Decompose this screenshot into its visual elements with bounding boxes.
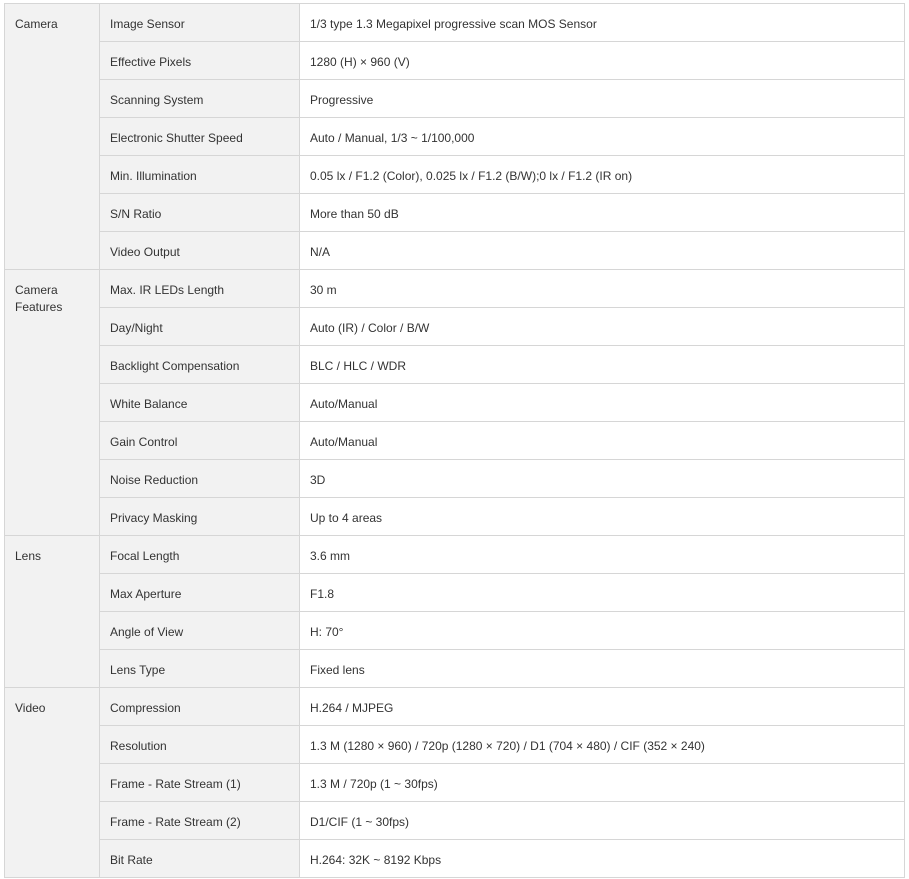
spec-label: Electronic Shutter Speed — [100, 118, 300, 156]
spec-value: H.264 / MJPEG — [300, 688, 905, 726]
table-row — [5, 688, 905, 726]
spec-value: 0.05 lx / F1.2 (Color), 0.025 lx / F1.2 (B/W);0 lx / F1.2 (IR on) — [300, 156, 905, 194]
spec-label: Video Output — [100, 232, 300, 270]
spec-label: S/N Ratio — [100, 194, 300, 232]
spec-label: Compression — [100, 688, 300, 726]
table-row — [5, 764, 905, 802]
table-row — [5, 346, 905, 384]
spec-value: H.264: 32K ~ 8192 Kbps — [300, 840, 905, 878]
spec-label: Effective Pixels — [100, 42, 300, 80]
spec-label: Frame - Rate Stream (2) — [100, 802, 300, 840]
spec-value: Progressive — [300, 80, 905, 118]
spec-label: Scanning System — [100, 80, 300, 118]
spec-table-body — [5, 4, 905, 878]
spec-value: Up to 4 areas — [300, 498, 905, 536]
table-row — [5, 42, 905, 80]
spec-value: Auto/Manual — [300, 422, 905, 460]
spec-label: Frame - Rate Stream (1) — [100, 764, 300, 802]
spec-label: Image Sensor — [100, 4, 300, 42]
category-label: Lens — [15, 549, 42, 563]
category-cell-camera-features — [5, 270, 100, 536]
table-row — [5, 802, 905, 840]
table-row — [5, 460, 905, 498]
spec-label: Day/Night — [100, 308, 300, 346]
spec-label: Gain Control — [100, 422, 300, 460]
table-row — [5, 118, 905, 156]
table-row — [5, 80, 905, 118]
spec-value: F1.8 — [300, 574, 905, 612]
spec-label: Lens Type — [100, 650, 300, 688]
category-cell-camera — [5, 4, 100, 270]
spec-value: BLC / HLC / WDR — [300, 346, 905, 384]
category-cell-video — [5, 688, 100, 878]
spec-label: Backlight Compensation — [100, 346, 300, 384]
table-row — [5, 726, 905, 764]
spec-label: Max. IR LEDs Length — [100, 270, 300, 308]
spec-label: Privacy Masking — [100, 498, 300, 536]
table-row — [5, 232, 905, 270]
spec-value: N/A — [300, 232, 905, 270]
table-row — [5, 422, 905, 460]
table-row — [5, 270, 905, 308]
table-row — [5, 840, 905, 878]
spec-value: Auto (IR) / Color / B/W — [300, 308, 905, 346]
table-row — [5, 4, 905, 42]
spec-value: Auto/Manual — [300, 384, 905, 422]
spec-value: 1.3 M / 720p (1 ~ 30fps) — [300, 764, 905, 802]
spec-label: Min. Illumination — [100, 156, 300, 194]
spec-value: 1/3 type 1.3 Megapixel progressive scan MOS Sensor — [300, 4, 905, 42]
spec-label: White Balance — [100, 384, 300, 422]
table-row — [5, 384, 905, 422]
spec-value: More than 50 dB — [300, 194, 905, 232]
spec-label: Max Aperture — [100, 574, 300, 612]
category-cell-lens — [5, 536, 100, 688]
spec-value: Auto / Manual, 1/3 ~ 1/100,000 — [300, 118, 905, 156]
spec-label: Angle of View — [100, 612, 300, 650]
spec-label: Bit Rate — [100, 840, 300, 878]
category-label: Video — [15, 701, 46, 715]
spec-label: Noise Reduction — [100, 460, 300, 498]
table-row — [5, 194, 905, 232]
spec-value: 30 m — [300, 270, 905, 308]
category-label: Camera — [15, 17, 58, 31]
spec-value: D1/CIF (1 ~ 30fps) — [300, 802, 905, 840]
table-row — [5, 156, 905, 194]
spec-value: H: 70° — [300, 612, 905, 650]
table-row — [5, 650, 905, 688]
spec-label: Focal Length — [100, 536, 300, 574]
spec-value: 1.3 M (1280 × 960) / 720p (1280 × 720) / D1 (704 × 480) / CIF (352 × 240) — [300, 726, 905, 764]
spec-value: 1280 (H) × 960 (V) — [300, 42, 905, 80]
table-row — [5, 308, 905, 346]
table-row — [5, 612, 905, 650]
spec-value: Fixed lens — [300, 650, 905, 688]
table-row — [5, 536, 905, 574]
spec-value: 3.6 mm — [300, 536, 905, 574]
category-label: Camera Features — [15, 283, 63, 314]
spec-label: Resolution — [100, 726, 300, 764]
spec-table — [4, 3, 905, 878]
table-row — [5, 574, 905, 612]
table-row — [5, 498, 905, 536]
spec-value: 3D — [300, 460, 905, 498]
